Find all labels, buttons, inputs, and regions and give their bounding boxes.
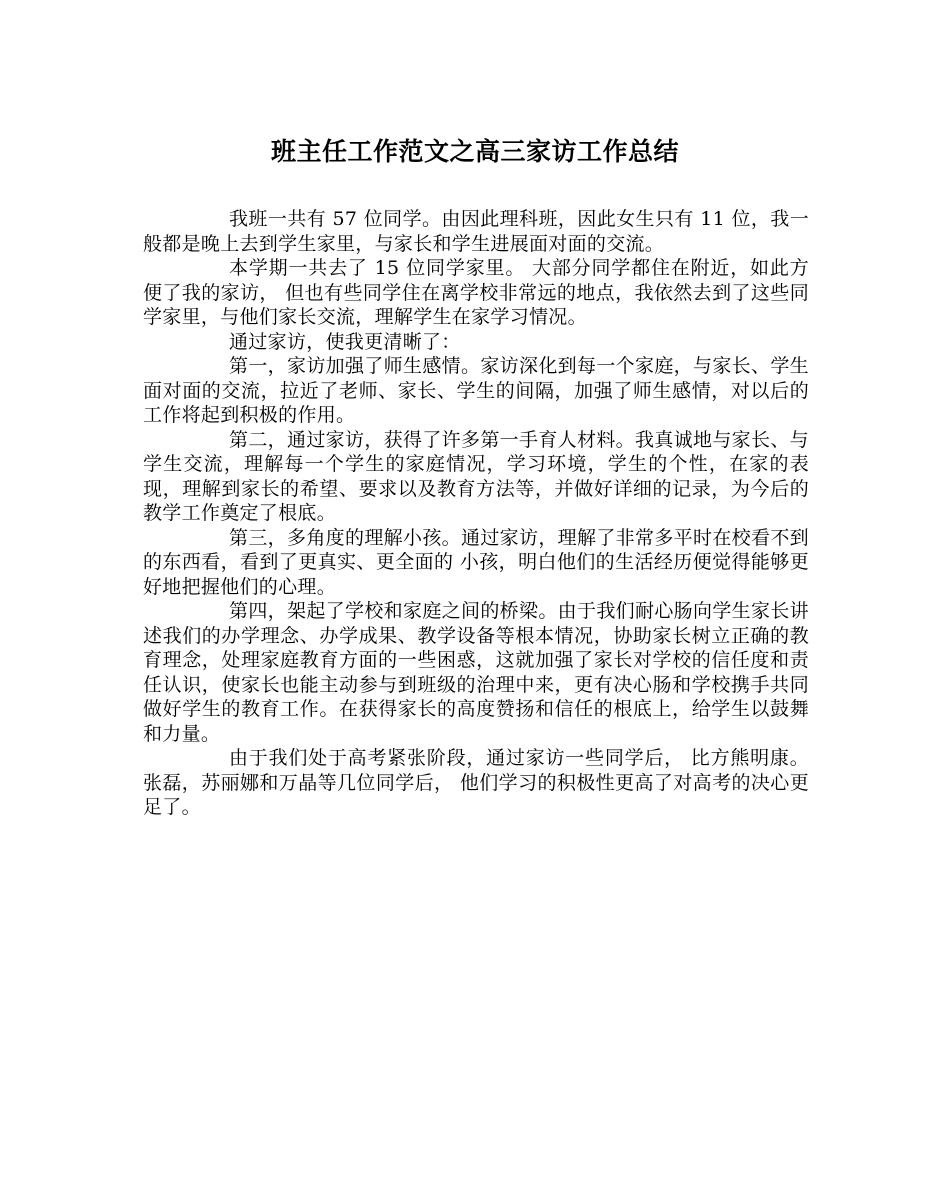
paragraph-point-one: 第一，家访加强了师生感情。家访深化到每一个家庭，与家长、学生面对面的交流，拉近了老师、家长、学生的间隔，加强了师生感情，对以后的工作将起到积极的作用。 [143,355,809,426]
paragraph-point-two: 第二，通过家访，获得了许多第一手育人材料。我真诚地与家长、与学生交流，理解每一个学生的家庭情况，学习环境，学生的个性，在家的表现，理解到家长的希望、要求以及教育方法等，并做好详细的记录，为今后的教学工作奠定了根底。 [143,428,809,524]
paragraph-visit-count: 本学期一共去了 15 位同学家里。 大部分同学都住在附近，如此方便了我的家访， 但也有些同学住在离学校非常远的地点，我依然去到了这些同学家里，与他们家长交流，理解学生在家学习情况。 [143,257,809,328]
document-body [143,207,809,820]
paragraph-point-four: 第四，架起了学校和家庭之间的桥梁。由于我们耐心肠向学生家长讲述我们的办学理念、办学成果、教学设备等根本情况，协助家长树立正确的教育理念，处理家庭教育方面的一些困惑，这就加强了家长对学校的信任度和责任认识，使家长也能主动参与到班级的治理中来，更有决心肠和学校携手共同做好学生的教育工作。在获得家长的高度赞扬和信任的根底上，给学生以鼓舞和力量。 [143,600,809,745]
document-title: 班主任工作范文之高三家访工作总结 [270,137,679,166]
paragraph-class-overview: 我班一共有 57 位同学。由因此理科班，因此女生只有 11 位，我一般都是晚上去到学生家里，与家长和学生进展面对面的交流。 [143,208,809,255]
paragraph-conclusion: 由于我们处于高考紧张阶段，通过家访一些同学后， 比方熊明康。张磊，苏丽娜和万晶等几位同学后， 他们学习的积极性更高了对高考的决心更足了。 [143,747,809,818]
paragraph-insights-intro: 通过家访，使我更清晰了： [229,330,461,353]
paragraph-point-three: 第三，多角度的理解小孩。通过家访，理解了非常多平时在校看不到的东西看，看到了更真实、更全面的 小孩，明白他们的生活经历便觉得能够更好地把握他们的心理。 [143,526,809,598]
